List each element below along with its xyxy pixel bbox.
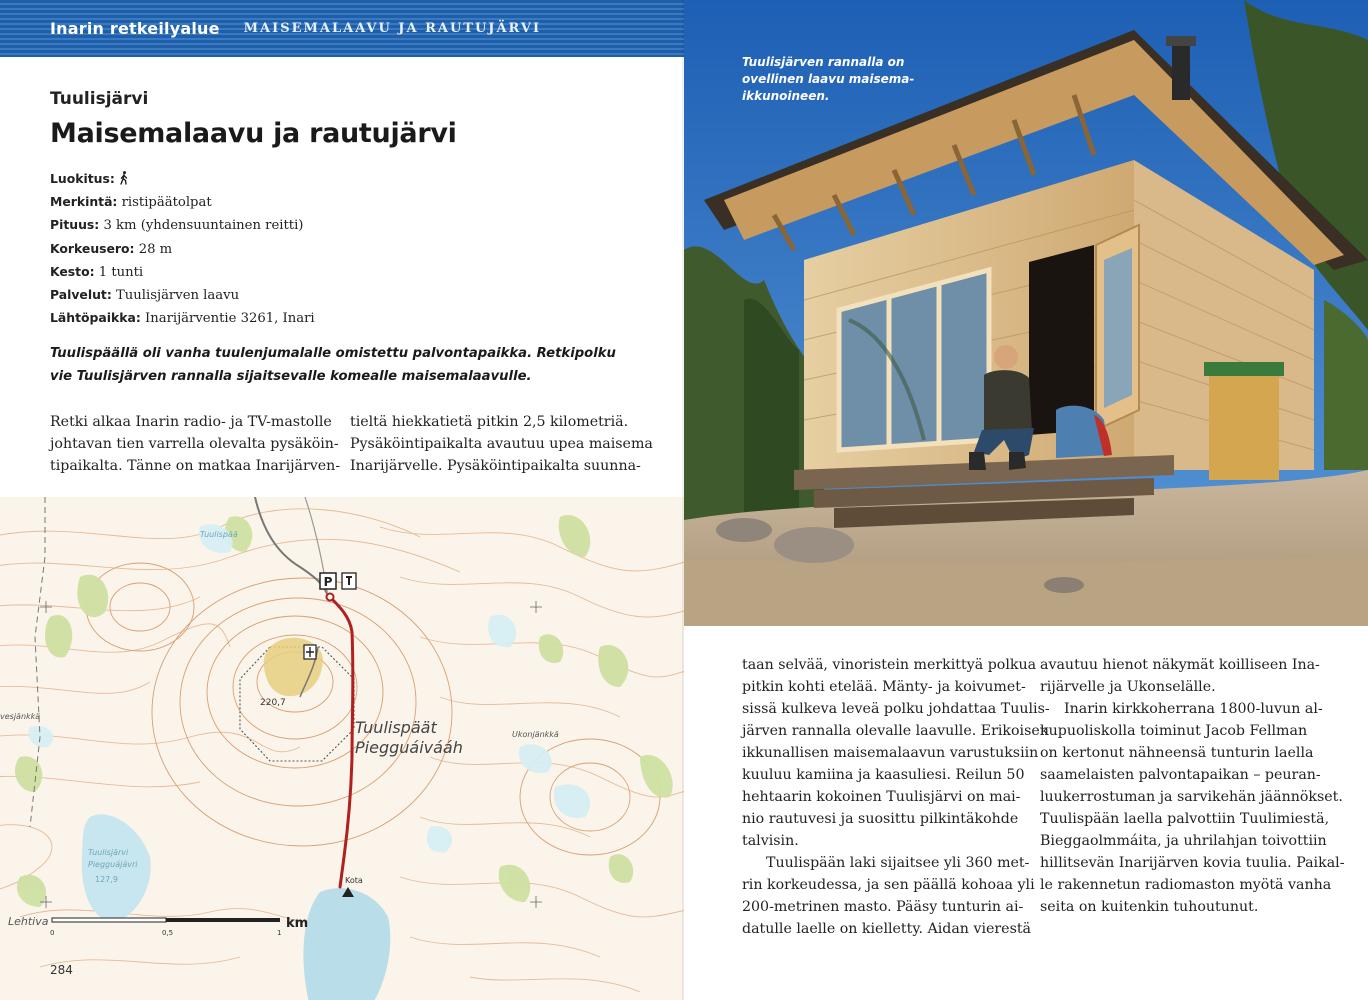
svg-text:Ukonjänkkä: Ukonjänkkä bbox=[512, 730, 559, 739]
map-graphic bbox=[0, 497, 684, 1000]
svg-text:vesjänkkä: vesjänkkä bbox=[0, 712, 41, 721]
shelter-photo bbox=[684, 0, 1368, 626]
svg-text:220,7: 220,7 bbox=[260, 698, 286, 708]
svg-text:Piegguáivááh: Piegguáivááh bbox=[355, 738, 463, 757]
fact-services: Palvelut: Tuulisjärven laavu bbox=[50, 287, 240, 304]
fact-length: Pituus: 3 km (yhdensuuntainen reitti) bbox=[50, 217, 304, 234]
svg-text:127,9: 127,9 bbox=[95, 875, 118, 884]
svg-text:Piegguájávri: Piegguájávri bbox=[88, 860, 138, 869]
header-section-title: Inarin retkeilyalue bbox=[50, 19, 220, 38]
page-number: 284 bbox=[50, 963, 73, 977]
route-facts bbox=[50, 168, 650, 330]
svg-text:Tuulispää: Tuulispää bbox=[200, 530, 238, 539]
svg-text:km: km bbox=[286, 916, 309, 931]
svg-text:0: 0 bbox=[50, 929, 55, 937]
hiker-person-icon bbox=[994, 345, 1018, 369]
running-header bbox=[0, 0, 684, 57]
body-column-1: Retki alkaa Inarin radio- ja TV-mastolle johtavan tien varrella olevalta pysäköin- tipaikalta. Tänne on matkaa Inarijärven- bbox=[50, 414, 341, 474]
hiker-icon bbox=[119, 171, 129, 185]
header-chapter-title: MAISEMALAAVU JA RAUTUJÄRVI bbox=[243, 21, 542, 36]
svg-text:1: 1 bbox=[277, 929, 282, 937]
svg-text:Tuulispäät: Tuulispäät bbox=[355, 718, 437, 737]
body-column-3: taan selvää, vinoristein merkittyä polkua pitkin kohti etelää. Mänty- ja koivumet- sissä kulkeva leveä polku johdattaa Tuulis- järven rannalla olevalle laavulle. Erikoisen ikkunallisen maisemalaavun varustuksiin kuuluu kamiina ja kaasuliesi. Reilun 50 hehtaarin kokoinen Tuulisjärvi on mai- nio rautuvesi ja suosittu pilkintäkohde talvisin. Tuulispään laki sijaitsee yli 360 met- rin korkeudessa, ja sen päällä kohoaa yli 200-metrinen masto. Pääsy tunturin ai- datulle laelle on kielletty. Aidan vierestä bbox=[742, 657, 1050, 937]
body-column-4: avautuu hienot näkymät koilliseen Ina- rijärvelle ja Ukonselälle. Inarin kirkkoherrana 1800-luvun al- kupuoliskolla toiminut Jacob Fellman on kertonut nähneensä tunturin laella saamelaisten palvontapaikan – peuran- luukerrostuman ja sarvikehän jäännökset. Tuulispään laella palvottiin Tuulimiestä, Bieggaolmmáita, ja uhrilahjan toivottiin hillitsevän Inarijärven kovia tuulia. Paikal- le rakennetun radiomaston myötä vanha seita on kuitenkin tuhoutunut. bbox=[1040, 657, 1345, 915]
svg-text:Tuulisjärvi: Tuulisjärvi bbox=[88, 848, 129, 857]
route-title: Maisemalaavu ja rautujärvi bbox=[50, 118, 457, 149]
trail-start-marker bbox=[327, 594, 334, 601]
photo-caption: Tuulisjärven rannalla on ovellinen laavu maisema- ikkunoineen. bbox=[742, 55, 915, 103]
topographic-map bbox=[0, 497, 684, 1000]
fact-start: Lähtöpaikka: Inarijärventie 3261, Inari bbox=[50, 310, 315, 327]
lead-paragraph: Tuulispäällä oli vanha tuulenjumalalle omistettu palvontapaikka. Retkipolku vie Tuulisjärven rannalla sijaitsevalle komealle maisemalaavulle. bbox=[50, 346, 616, 384]
right-page bbox=[684, 0, 1368, 1000]
svg-text:0,5: 0,5 bbox=[162, 929, 174, 937]
fact-classification: Luokitus: bbox=[50, 168, 650, 191]
body-column-2: tieltä hiekkatietä pitkin 2,5 kilometriä. Pysäköintipaikalta avautuu upea maisema Inarijärvelle. Pysäköintipaikalta suunna- bbox=[350, 414, 653, 474]
svg-text:Kota: Kota bbox=[345, 876, 363, 885]
svg-text:P: P bbox=[323, 575, 333, 589]
svg-text:Lehtiva: Lehtiva bbox=[8, 915, 49, 928]
fact-duration: Kesto: 1 tunti bbox=[50, 263, 144, 280]
fact-elevation: Korkeusero: 28 m bbox=[50, 240, 173, 257]
place-name: Tuulisjärvi bbox=[50, 89, 149, 109]
fact-marking: Merkintä: ristipäätolpat bbox=[50, 194, 212, 211]
